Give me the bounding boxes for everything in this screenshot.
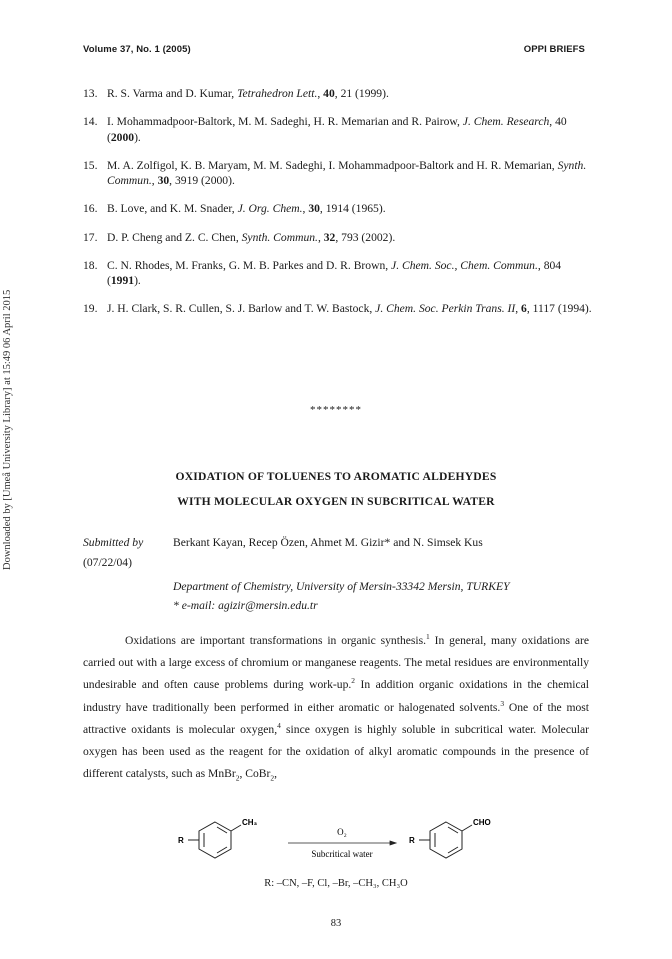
scheme-caption: R: –CN, –F, Cl, –Br, –CH₃, CH₃O: [264, 878, 408, 889]
reference-item: [83, 258, 593, 289]
reference-text: C. N. Rhodes, M. Franks, G. M. B. Parkes and D. R. Brown, J. Chem. Soc., Chem. Commun., 804 (1991).: [107, 258, 562, 288]
reference-number: 16.: [83, 202, 98, 216]
submitted-by-label: Submitted by: [83, 536, 144, 549]
condition-label: Subcritical water: [311, 849, 373, 859]
reference-number: 17.: [83, 230, 98, 244]
reference-list: [83, 86, 593, 329]
author-list: Berkant Kayan, Recep Özen, Ahmet M. Gizir* and N. Simsek Kus: [173, 536, 483, 549]
reference-text: J. H. Clark, S. R. Cullen, S. J. Barlow and T. W. Bastock, J. Chem. Soc. Perkin Trans. II, 6, 1117 (1994).: [107, 302, 592, 316]
reference-number: 13.: [83, 87, 98, 100]
reactant-benzene-ring: [188, 822, 241, 858]
reactant-r-label: R: [178, 836, 184, 845]
reaction-scheme: [100, 814, 560, 874]
reference-text: M. A. Zolfigol, K. B. Maryam, M. M. Sadeghi, I. Mohammadpoor-Baltork and H. R. Memarian, Synth. Commun., 30, 3919 (2000).: [107, 158, 587, 188]
article-title-line-2: WITH MOLECULAR OXYGEN IN SUBCRITICAL WATER: [177, 495, 495, 508]
reference-text: I. Mohammadpoor-Baltork, M. M. Sadeghi, H. R. Memarian and R. Pairow, J. Chem. Research, 40 (2000).: [107, 115, 567, 144]
reference-item: [83, 201, 593, 217]
reference-item: [83, 114, 593, 145]
article-title: [0, 464, 672, 514]
reaction-arrow: [288, 841, 396, 845]
reference-number: 15.: [83, 158, 98, 172]
reference-text: B. Love, and K. M. Snader, J. Org. Chem., 30, 1914 (1965).: [107, 202, 386, 216]
body-paragraph: Oxidations are important transformations in organic synthesis.$^1$ In general, many oxidations are carried out with a large excess of chromium or manganese reagents. The metal residues are environmentally undesirable and often cause problems during work-up.$^2$ In addition organic oxidations in the chemical industry have traditionally been performed in either aromatic or halogenated solvents.$^3$ One of the most attractive oxidants is molecular oxygen,$^4$ since oxygen is highly soluble in subcritical water. Molecular oxygen has been used as the reagent for the oxidation of alkyl aromatic compounds in the presence of different catalysts, such as MnBr$_2$, CoBr$_2$,: [83, 632, 589, 783]
reactant-methyl-group: CH₃: [242, 818, 258, 827]
reference-number: 18.: [83, 258, 98, 272]
reference-item: [83, 230, 593, 246]
reference-item: [83, 158, 593, 189]
section-separator: ********: [310, 404, 362, 416]
reference-item: [83, 301, 593, 317]
reference-number: 14.: [83, 115, 98, 129]
affiliation: Department of Chemistry, University of Mersin-33342 Mersin, TURKEY: [173, 580, 510, 593]
product-benzene-ring: [419, 822, 472, 858]
reagent-label: O₂: [337, 827, 347, 837]
reference-text: R. S. Varma and D. Kumar, Tetrahedron Lett., 40, 21 (1999).: [107, 87, 389, 100]
submitted-date: (07/22/04): [83, 556, 132, 569]
reference-item: [83, 86, 593, 102]
running-header-volume: Volume 37, No. 1 (2005): [83, 44, 191, 55]
page-number: 83: [330, 918, 342, 929]
article-body: [83, 630, 589, 790]
product-aldehyde-group: CHO: [473, 818, 491, 827]
product-r-label: R: [409, 836, 415, 845]
reference-number: 19.: [83, 302, 98, 316]
download-watermark: Downloaded by [Umeå University Library] at 15:49 06 April 2015: [2, 289, 13, 571]
corresponding-email: * e-mail: agizir@mersin.edu.tr: [173, 599, 318, 612]
article-title-line-1: OXIDATION OF TOLUENES TO AROMATIC ALDEHYDES: [175, 470, 497, 483]
reference-text: D. P. Cheng and Z. C. Chen, Synth. Commun., 32, 793 (2002).: [107, 230, 396, 244]
running-header-section: OPPI BRIEFS: [523, 44, 585, 55]
